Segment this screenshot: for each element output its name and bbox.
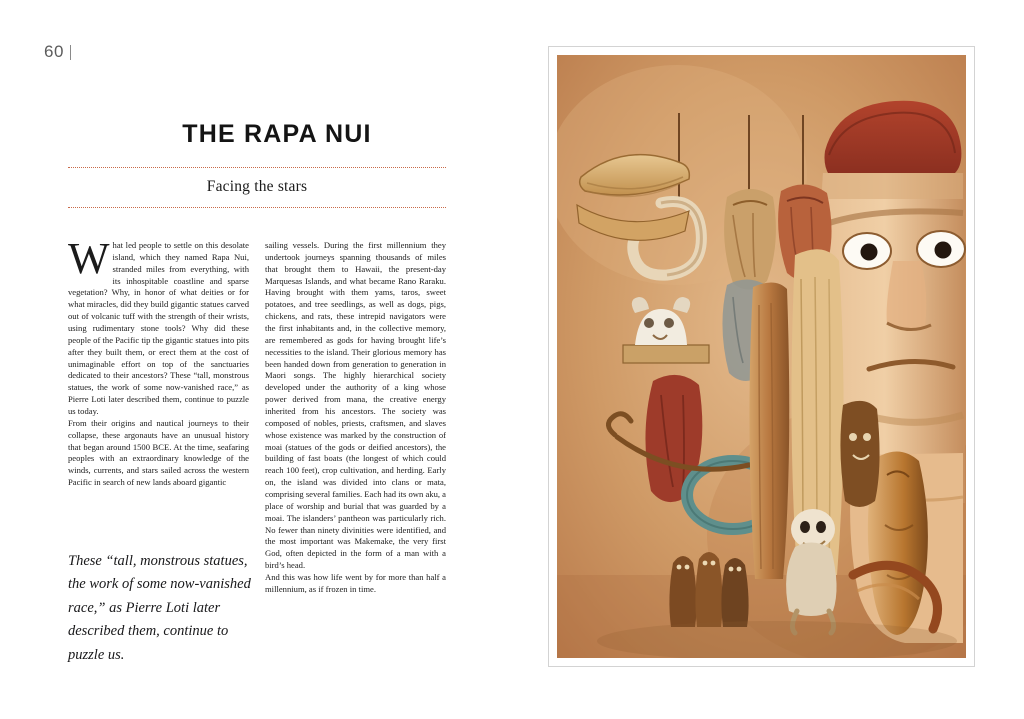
column-left-text: hat led people to settle on this desolate island, which they named Rapa Nui, stranded miles from everything, with its inhospitable coastline and sparse vegetation? Why, in honor of what deities or for what miracles, did they build gigantic statues carved out of volcanic tuff with the strength of their wrists, using rudimentary stone tools? Why did these people of the Pacific tip the gigantic statues into pits after they built them, or erect them at the cost of unimaginable effort on top of the sanctuaries dedicated to their ancestors? These “tall, monstrous statues, the work of some now-vanished race,” as Pierre Loti later described them, continue to puzzle us today.	[68, 240, 249, 417]
pull-quote: These “tall, monstrous statues, the work of some now-vanished race,” as Pierre Loti later described them, continue to puzzle us.	[68, 553, 251, 663]
folio-rule-icon	[70, 45, 71, 60]
article-subtitle: Facing the stars	[206, 178, 308, 195]
illustration-plate	[548, 46, 975, 667]
article-header	[68, 120, 446, 208]
column-right-text-2: And this was how life went by for more than half a millennium, as if frozen in time.	[265, 572, 446, 594]
rapa-nui-moai-illustration	[557, 55, 966, 658]
drop-cap: W	[68, 234, 110, 283]
divider-bottom	[68, 207, 446, 208]
illustration-canvas	[557, 55, 966, 658]
page-title: THE RAPA NUI	[182, 120, 372, 148]
page-folio	[44, 42, 71, 62]
paragraph-with-dropcap	[68, 234, 249, 418]
column-right-text: sailing vessels. During the first millennium they undertook journeys spanning thousands of miles that brought them to Hawaii, the present-day Marquesas Islands, and what became Rano Raraku. Having brought with them yams, taros, sweet potatoes, and tree seedlings, as well as dogs, pigs, chickens, and rats, these intrepid navigators were the first inhabitants and, in the collective memory, are remembered as gods for having brought life’s necessities to the island. Their glorious memory has been handed down from generation to generation in Maori songs. The highly hierarchical society developed under the authority of a king whose power derived from mana, the creative energy inherited from his ancestors. The society was composed of nobles, priests, craftsmen, and slaves whose existence was marked by the construction of moai (statues of the gods or deified ancestors), the building of fast boats (the longest of which could reach 100 feet), crop cultivation, and herding. Early on, the island was divided into clans or mata, comprising several families. Each had its own aku, a place of worship and burial that was guarded by a moai. The islanders’ pantheon was particularly rich. No fewer than ninety divinities were identified, and the most important was Makemake, the very first God, often depicted in the form of a man with a bird’s head.	[265, 240, 446, 571]
carved-wood-mask	[840, 401, 879, 507]
text-column-left	[68, 234, 249, 596]
article-body	[68, 234, 446, 596]
kavakava-figurines	[669, 552, 748, 627]
crouching-figure	[786, 509, 836, 633]
page-number: 60	[44, 42, 64, 61]
text-column-right	[265, 240, 446, 596]
column-left-text-2: From their origins and nautical journeys to their collapse, these argonauts have an unusual history that began around 1500 BCE. At the time, seafaring peoples with an extraordinary knowledge of the winds, currents, and stars sailed across the western Pacific in search of new lands aboard gigantic	[68, 417, 249, 488]
